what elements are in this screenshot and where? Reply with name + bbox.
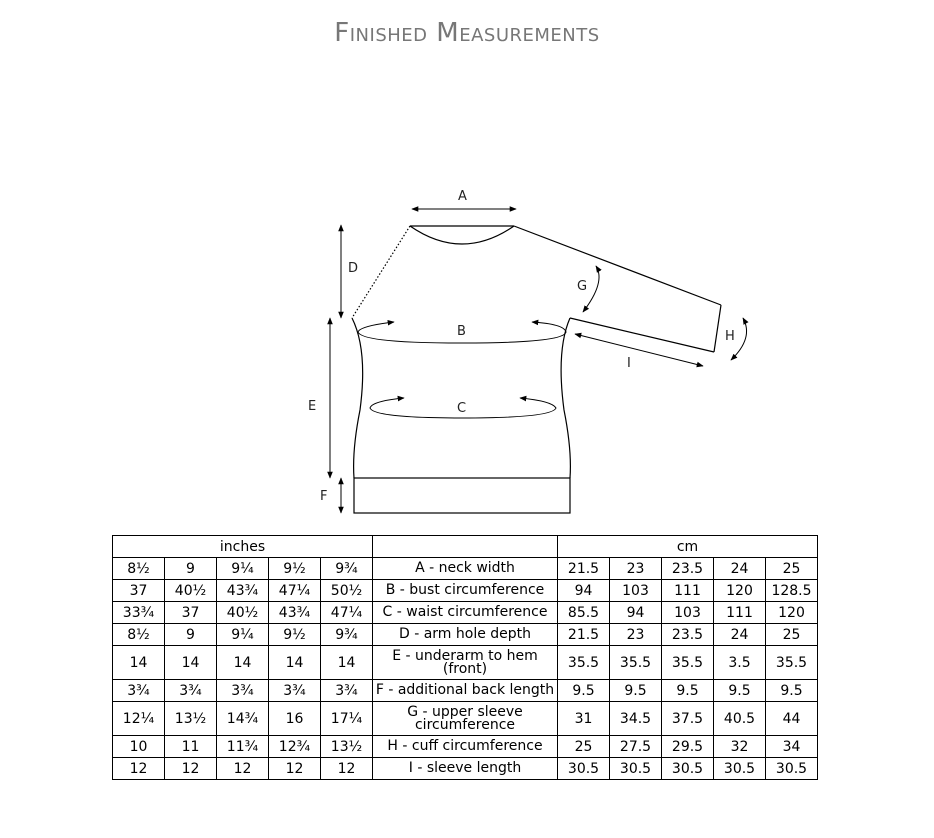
inches-cell: 50½ [321, 580, 373, 602]
cm-cell: 30.5 [662, 758, 714, 780]
inches-cell: 10 [113, 736, 165, 758]
inches-cell: 14 [113, 646, 165, 680]
cm-cell: 85.5 [558, 602, 610, 624]
inches-cell: 8½ [113, 558, 165, 580]
inches-cell: 9¼ [217, 624, 269, 646]
inches-cell: 40½ [165, 580, 217, 602]
cm-cell: 37.5 [662, 702, 714, 736]
inches-cell: 13½ [165, 702, 217, 736]
cm-cell: 30.5 [558, 758, 610, 780]
measurement-label: H - cuff circumference [373, 736, 558, 758]
measurement-label: A - neck width [373, 558, 558, 580]
inches-cell: 40½ [217, 602, 269, 624]
cm-cell: 9.5 [662, 680, 714, 702]
measurement-label: G - upper sleeve circumference [373, 702, 558, 736]
label-i: I [627, 356, 631, 371]
page-title: Finished Measurements [334, 18, 600, 48]
inches-cell: 47¼ [321, 602, 373, 624]
inches-cell: 12 [113, 758, 165, 780]
inches-cell: 9 [165, 624, 217, 646]
cm-cell: 120 [714, 580, 766, 602]
cm-cell: 25 [766, 558, 818, 580]
table-row [113, 580, 818, 602]
inches-cell: 12 [269, 758, 321, 780]
cm-cell: 29.5 [662, 736, 714, 758]
cm-cell: 128.5 [766, 580, 818, 602]
cm-cell: 94 [610, 602, 662, 624]
cm-cell: 34 [766, 736, 818, 758]
inches-cell: 3¾ [165, 680, 217, 702]
inches-header: inches [113, 536, 373, 558]
inches-cell: 33¾ [113, 602, 165, 624]
measurement-label: F - additional back length [373, 680, 558, 702]
cm-cell: 103 [662, 602, 714, 624]
cm-cell: 111 [662, 580, 714, 602]
inches-cell: 3¾ [269, 680, 321, 702]
cm-cell: 44 [766, 702, 818, 736]
inches-cell: 9½ [269, 558, 321, 580]
cm-cell: 25 [558, 736, 610, 758]
cm-cell: 9.5 [714, 680, 766, 702]
cm-cell: 30.5 [766, 758, 818, 780]
inches-cell: 9¼ [217, 558, 269, 580]
cm-cell: 23.5 [662, 558, 714, 580]
cm-cell: 35.5 [766, 646, 818, 680]
inches-cell: 13½ [321, 736, 373, 758]
inches-cell: 43¾ [217, 580, 269, 602]
inches-cell: 3¾ [113, 680, 165, 702]
inches-cell: 37 [113, 580, 165, 602]
table-row [113, 758, 818, 780]
cm-cell: 21.5 [558, 558, 610, 580]
inches-cell: 37 [165, 602, 217, 624]
inches-cell: 12 [217, 758, 269, 780]
inches-cell: 12 [321, 758, 373, 780]
inches-cell: 8½ [113, 624, 165, 646]
inches-cell: 14¾ [217, 702, 269, 736]
inches-cell: 3¾ [217, 680, 269, 702]
cm-cell: 9.5 [558, 680, 610, 702]
inches-cell: 12¾ [269, 736, 321, 758]
inches-cell: 9¾ [321, 624, 373, 646]
measurement-label: E - underarm to hem (front) [373, 646, 558, 680]
inches-cell: 3¾ [321, 680, 373, 702]
table-row [113, 680, 818, 702]
inches-cell: 9¾ [321, 558, 373, 580]
cm-cell: 31 [558, 702, 610, 736]
cm-cell: 35.5 [610, 646, 662, 680]
inches-cell: 11 [165, 736, 217, 758]
inches-cell: 14 [321, 646, 373, 680]
label-e: E [308, 399, 317, 414]
label-h: H [725, 329, 735, 344]
cm-cell: 24 [714, 558, 766, 580]
inches-cell: 9 [165, 558, 217, 580]
cm-cell: 25 [766, 624, 818, 646]
inches-cell: 16 [269, 702, 321, 736]
cm-cell: 9.5 [766, 680, 818, 702]
sweater-outline [352, 226, 721, 513]
label-c: C [457, 401, 467, 416]
cm-cell: 23 [610, 624, 662, 646]
inches-cell: 12¼ [113, 702, 165, 736]
cm-cell: 30.5 [610, 758, 662, 780]
cm-cell: 120 [766, 602, 818, 624]
cm-cell: 35.5 [558, 646, 610, 680]
table-row [113, 736, 818, 758]
inches-cell: 43¾ [269, 602, 321, 624]
measurement-label: B - bust circumference [373, 580, 558, 602]
label-a: A [458, 189, 467, 204]
inches-cell: 11¾ [217, 736, 269, 758]
cm-cell: 21.5 [558, 624, 610, 646]
cm-cell: 40.5 [714, 702, 766, 736]
cm-cell: 34.5 [610, 702, 662, 736]
cm-cell: 94 [558, 580, 610, 602]
label-header-blank [373, 536, 558, 558]
measurement-label: C - waist circumference [373, 602, 558, 624]
table-row [113, 624, 818, 646]
cm-cell: 111 [714, 602, 766, 624]
table-header-row [113, 536, 818, 558]
table-row [113, 646, 818, 680]
cm-cell: 3.5 [714, 646, 766, 680]
inches-cell: 14 [165, 646, 217, 680]
inches-cell: 17¼ [321, 702, 373, 736]
cm-cell: 32 [714, 736, 766, 758]
label-d: D [348, 261, 359, 276]
cm-cell: 30.5 [714, 758, 766, 780]
inches-cell: 12 [165, 758, 217, 780]
arrow-i [575, 334, 703, 366]
inches-cell: 14 [269, 646, 321, 680]
cm-header: cm [558, 536, 818, 558]
cm-cell: 9.5 [610, 680, 662, 702]
inches-cell: 47¼ [269, 580, 321, 602]
cm-cell: 24 [714, 624, 766, 646]
measurement-label: D - arm hole depth [373, 624, 558, 646]
label-g: G [577, 279, 588, 294]
table-row [113, 558, 818, 580]
table-row [113, 602, 818, 624]
measurements-table [112, 535, 818, 780]
table-row [113, 702, 818, 736]
measurement-label: I - sleeve length [373, 758, 558, 780]
cm-cell: 23 [610, 558, 662, 580]
label-f: F [320, 489, 328, 504]
cm-cell: 23.5 [662, 624, 714, 646]
cm-cell: 27.5 [610, 736, 662, 758]
label-b: B [457, 324, 466, 339]
cm-cell: 35.5 [662, 646, 714, 680]
inches-cell: 14 [217, 646, 269, 680]
inches-cell: 9½ [269, 624, 321, 646]
cm-cell: 103 [610, 580, 662, 602]
